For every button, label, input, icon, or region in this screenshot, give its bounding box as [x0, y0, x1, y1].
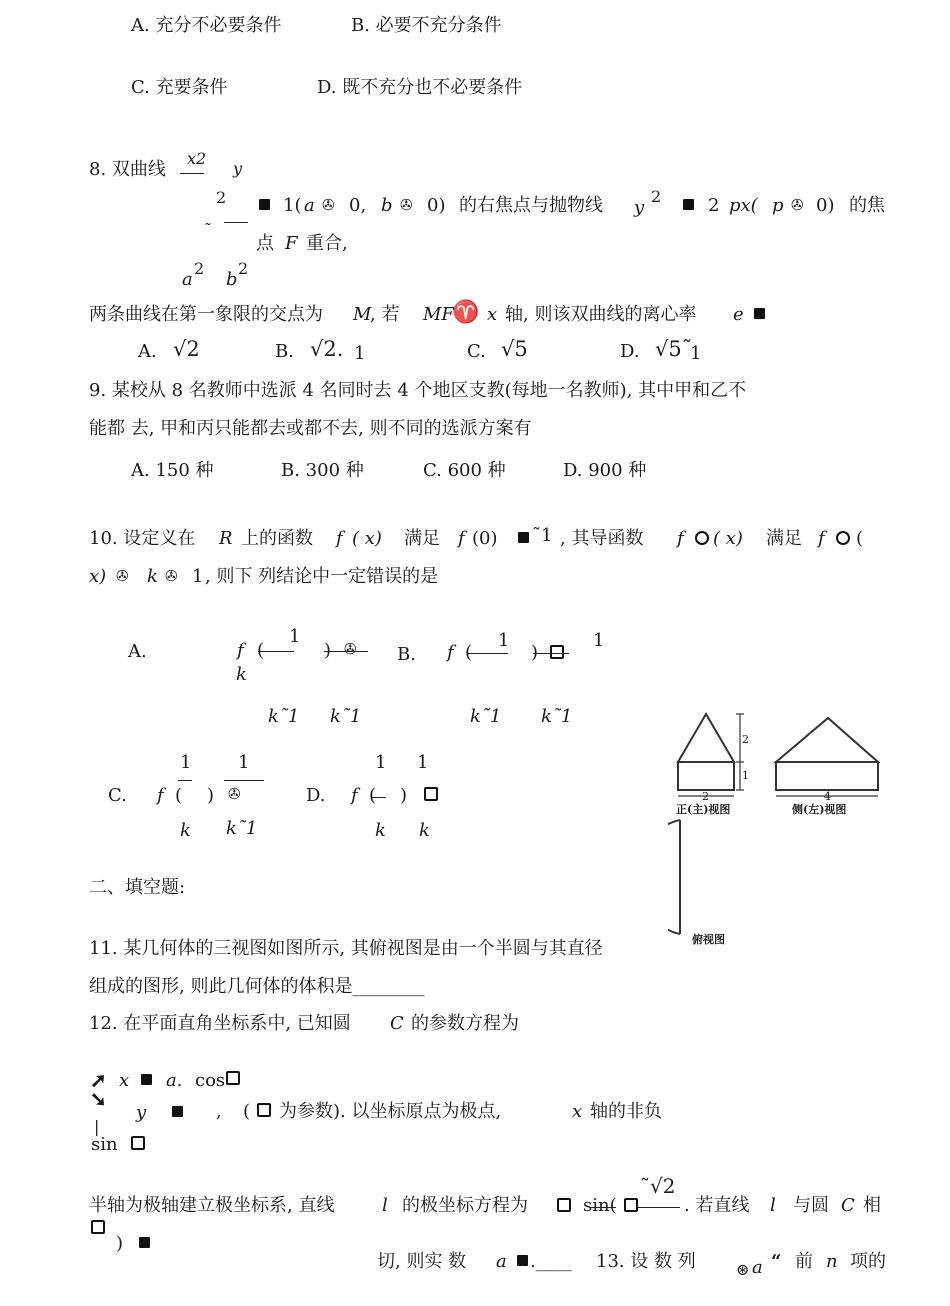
dim-2-label: 2 — [742, 733, 749, 746]
q8-tail: 的焦 — [849, 195, 885, 216]
q12-sin: sin — [91, 1134, 118, 1155]
q10-line1-b: 上的函数 — [241, 528, 313, 549]
q12-line3-d: 与圆 — [793, 1195, 829, 1216]
less-than-glyph-icon — [550, 645, 564, 659]
q7-option-b: B. 必要不充分条件 — [351, 15, 502, 36]
q9-option-d: D. 900 种 — [563, 460, 647, 481]
equals-glyph-icon — [754, 308, 765, 319]
q8-den-b-exp: 2 — [238, 259, 249, 278]
q10-a-strike — [324, 651, 368, 652]
q10-c-f: f — [157, 785, 164, 806]
q9-line2: 能都 去, 甲和丙只能都去或都不去, 则不同的选派方案有 — [89, 418, 532, 439]
q8-option-d-label: D. — [620, 341, 640, 362]
equals-glyph-icon — [683, 199, 694, 210]
q8-stem-3: 轴, 则该双曲线的离心率 — [505, 304, 697, 325]
q8-p: p — [772, 195, 784, 216]
q8-frac-y: y — [233, 159, 243, 178]
equals-glyph-icon — [517, 1255, 528, 1266]
q12-l1: l — [382, 1195, 388, 1216]
q12-l2: l — [770, 1195, 776, 1216]
prime-glyph-icon — [695, 531, 709, 545]
q13-tail: 项的 — [850, 1251, 886, 1272]
q8-px: px( — [729, 195, 758, 216]
side-view-label: 侧(左)视图 — [792, 803, 847, 816]
q10-d-f: f — [351, 785, 358, 806]
q8-frac-tilde: ˜ — [204, 220, 212, 239]
q12-param-text: 为参数). 以坐标原点为极点, — [279, 1101, 502, 1122]
q10-c-fraction-bar-2 — [224, 780, 264, 781]
theta-glyph-icon — [624, 1198, 638, 1212]
q8-den-a: a — [182, 269, 193, 290]
q10-option-b-label: B. — [397, 644, 416, 665]
greater-glyph-icon: ✇ — [344, 640, 357, 658]
q8-e: e — [733, 304, 744, 325]
three-view-figure — [668, 708, 880, 948]
q10-f3: f — [677, 528, 684, 549]
q12-line3-c: . 若直线 — [684, 1195, 750, 1216]
greater-glyph-icon: ✇ — [791, 196, 804, 214]
equals-glyph-icon — [139, 1237, 150, 1248]
q8-option-a-value: √2 — [173, 337, 200, 361]
q10-c-k1: k˜1 — [226, 818, 258, 839]
q10-x1: ( x) — [352, 528, 382, 549]
q7-option-c: C. 充要条件 — [131, 77, 228, 98]
q10-tilde1: ˜1 — [532, 525, 553, 546]
brace-top-icon: ➚ — [90, 1068, 107, 1092]
q9-option-a: A. 150 种 — [131, 460, 214, 481]
q8-x: x — [487, 304, 498, 325]
q10-b-fraction-bar — [468, 653, 508, 654]
q8-frac-x2: x2 — [187, 149, 207, 168]
q13-a: a — [752, 1257, 763, 1278]
q9-option-c: C. 600 种 — [423, 460, 506, 481]
q10-k1-d: k˜1 — [541, 706, 573, 727]
q8-option-d-value: √5˜ — [655, 337, 693, 361]
q8-option-c-label: C. — [467, 341, 486, 362]
q7-option-d: D. 既不充分也不必要条件 — [317, 77, 523, 98]
q12-sin2: sin( — [583, 1195, 617, 1216]
q10-b-right: 1 — [593, 630, 605, 651]
q10-x2: ( x) — [713, 528, 743, 549]
q10-c-num2: 1 — [238, 752, 250, 773]
q8-y-exp: 2 — [651, 187, 662, 206]
section-heading: 二、填空题: — [89, 877, 186, 898]
q8-option-c-value: √5 — [501, 337, 528, 361]
q10-b-open: ( — [465, 642, 473, 663]
q12-sqrt-bar — [638, 1207, 680, 1208]
q10-option-d-label: D. — [306, 785, 326, 806]
q12-line3-a: 半轴为极轴建立极坐标系, 直线 — [89, 1195, 335, 1216]
q8-M: M — [353, 304, 372, 325]
q12-a-var: a — [496, 1251, 507, 1272]
q10-b-close: ) — [531, 642, 539, 663]
q12-C: C — [390, 1013, 404, 1034]
equals-glyph-icon — [259, 199, 270, 210]
q10-f2: f — [458, 528, 465, 549]
q10-line1-a: 10. 设定义在 — [89, 528, 196, 549]
q8-sep1: 0, — [349, 195, 367, 216]
q13-front: 前 — [795, 1251, 813, 1272]
q12-sqrt2: ˜√2 — [640, 1174, 676, 1198]
greater-glyph-icon: ✇ — [116, 567, 129, 585]
q8-option-b-label: B. — [275, 341, 294, 362]
q12-axis-text: 轴的非负 — [590, 1101, 662, 1122]
q10-option-a-label: A. — [128, 641, 147, 662]
q12-sys-a: a. — [166, 1070, 183, 1091]
q10-c-close: ) — [207, 785, 215, 806]
q10-d-fraction-bar — [372, 797, 386, 798]
q10-d-num1: 1 — [375, 752, 387, 773]
brace-bar: | — [94, 1117, 100, 1136]
dim-4-label: 4 — [824, 790, 831, 803]
q10-c-fraction-bar — [178, 780, 192, 781]
dim-2b-label: 2 — [702, 790, 709, 803]
q8-frac-2: 2 — [216, 188, 227, 207]
q12-line4-a: 切, 则实 数 — [377, 1251, 467, 1272]
top-view-label: 俯视图 — [692, 933, 725, 946]
q8-line2: 点 — [256, 233, 274, 254]
q10-line2-k: k — [147, 566, 158, 587]
brace-open-icon: ⊛ — [736, 1260, 750, 1279]
q10-a-f: f — [237, 640, 244, 661]
equals-glyph-icon — [172, 1106, 183, 1117]
q10-d-k2: k — [419, 820, 430, 841]
q8-fraction-bar — [180, 173, 204, 174]
q12-sys-comma: , — [216, 1101, 222, 1122]
q10-d-paren: ( — [369, 785, 377, 806]
q10-b-num: 1 — [498, 630, 510, 651]
q10-f1: f — [336, 528, 343, 549]
q8-option-a-label: A. — [138, 341, 157, 362]
q12-sys-y: y — [136, 1102, 147, 1123]
q8-den-a-exp: 2 — [194, 259, 205, 278]
q10-k1-c: k˜1 — [470, 706, 502, 727]
greater-glyph-icon: ✇ — [322, 196, 335, 214]
q12-C2: C — [841, 1195, 855, 1216]
front-view-label: 正(主)视图 — [676, 803, 731, 816]
q10-f4: f — [818, 528, 825, 549]
q12-param-open: ( — [243, 1101, 251, 1122]
q10-a-k: k — [236, 664, 247, 685]
q8-fraction-bar-2 — [224, 222, 248, 223]
q10-c-k: k — [180, 820, 191, 841]
q12-line3-b: 的极坐标方程为 — [402, 1195, 528, 1216]
q13-quote: “ — [771, 1251, 782, 1272]
q8-option-d-tail: 1 — [690, 343, 702, 364]
brace-mid-icon: ➘ — [90, 1087, 107, 1111]
q8-b: b — [381, 195, 393, 216]
q8-option-b-tail: 1 — [354, 343, 366, 364]
q12-line1-a: 12. 在平面直角坐标系中, 已知圆 — [89, 1013, 351, 1034]
q8-stem-2: , 若 — [370, 304, 400, 325]
q8-F: F — [285, 233, 298, 254]
equals-glyph-icon — [141, 1074, 152, 1085]
q10-a-num: 1 — [289, 626, 301, 647]
q10-c-num1: 1 — [180, 752, 192, 773]
greater-glyph-icon: ✇ — [400, 196, 413, 214]
q7-option-a: A. 充分不必要条件 — [131, 15, 282, 36]
q8-option-b-value: √2. — [310, 337, 344, 361]
q8-a: a — [304, 195, 315, 216]
q13-start: 13. 设 数 列 — [596, 1251, 696, 1272]
q8-MF: MF — [423, 304, 454, 325]
q10-c-paren: ( — [175, 785, 183, 806]
q10-paren: ( — [856, 528, 864, 549]
greater-glyph-icon: ✇ — [228, 785, 241, 803]
q10-line2-1: 1 — [192, 566, 204, 587]
q10-option-c-label: C. — [108, 785, 127, 806]
q8-eq-1: 1( — [283, 195, 302, 216]
q8-sep2: 0) — [427, 195, 446, 216]
equals-glyph-icon — [518, 532, 529, 543]
q10-f0: (0) — [472, 528, 498, 549]
q12-sys-x: x — [119, 1070, 130, 1091]
q10-line1-d: , 其导函数 — [560, 528, 644, 549]
q12-line1-b: 的参数方程为 — [411, 1013, 519, 1034]
theta-glyph-icon — [226, 1071, 240, 1085]
q10-b-f: f — [447, 642, 454, 663]
q10-d-num2: 1 — [417, 752, 429, 773]
q8-den-b: b — [226, 269, 238, 290]
q9-line1: 9. 某校从 8 名教师中选派 4 名同时去 4 个地区支教(每地一名教师), 其中甲和乙不 — [89, 380, 747, 401]
q11-line1: 11. 某几何体的三视图如图所示, 其俯视图是由一个半圆与其直径 — [89, 938, 603, 959]
angle-glyph-icon — [91, 1220, 105, 1234]
theta-glyph-icon — [257, 1103, 271, 1117]
q10-R: R — [219, 528, 233, 549]
q12-sin-strike — [590, 1207, 616, 1208]
q10-a-open: ( — [257, 640, 265, 661]
q10-line2-x: x) — [89, 566, 107, 587]
q10-b-strike — [533, 653, 569, 654]
greater-glyph-icon: ✇ — [165, 567, 178, 585]
q8-two: 2 — [708, 195, 720, 216]
less-than-glyph-icon — [424, 787, 438, 801]
perpendicular-glyph-icon: ♈ — [452, 300, 480, 325]
three-view-drawing — [668, 708, 880, 948]
q13-n: n — [826, 1251, 838, 1272]
theta-glyph-icon — [131, 1136, 145, 1150]
q10-d-k1: k — [375, 820, 386, 841]
q8-stem-1: 两条曲线在第一象限的交点为 — [89, 304, 323, 325]
q12-x-axis: x — [572, 1101, 583, 1122]
q10-k1-a: k˜1 — [268, 706, 300, 727]
q11-line2: 组成的图形, 则此几何体的体积是________ — [89, 976, 425, 997]
q9-option-b: B. 300 种 — [281, 460, 364, 481]
q8-y: y — [634, 197, 645, 218]
q8-line2b: 重合, — [306, 233, 348, 254]
q10-line2-text: , 则下 列结论中一定错误的是 — [205, 566, 439, 587]
q10-a-close: ) — [324, 640, 332, 661]
q12-line3-e: 相 — [863, 1195, 881, 1216]
dim-1-label: 1 — [742, 769, 749, 782]
q8-sep3: 0) — [816, 195, 835, 216]
q8-focus-text: 的右焦点与抛物线 — [459, 195, 603, 216]
q12-close-paren: ) — [116, 1233, 124, 1254]
q10-k1-b: k˜1 — [330, 706, 362, 727]
q8-number: 8. 双曲线 — [89, 159, 166, 180]
q10-line1-c: 满足 — [404, 528, 440, 549]
q10-line1-e: 满足 — [766, 528, 802, 549]
rho-glyph-icon — [557, 1198, 571, 1212]
q10-d-close: ) — [400, 785, 408, 806]
q12-sys-cos: cos — [195, 1070, 226, 1091]
q12-blank: .____ — [530, 1251, 572, 1272]
prime-glyph-icon — [836, 531, 850, 545]
